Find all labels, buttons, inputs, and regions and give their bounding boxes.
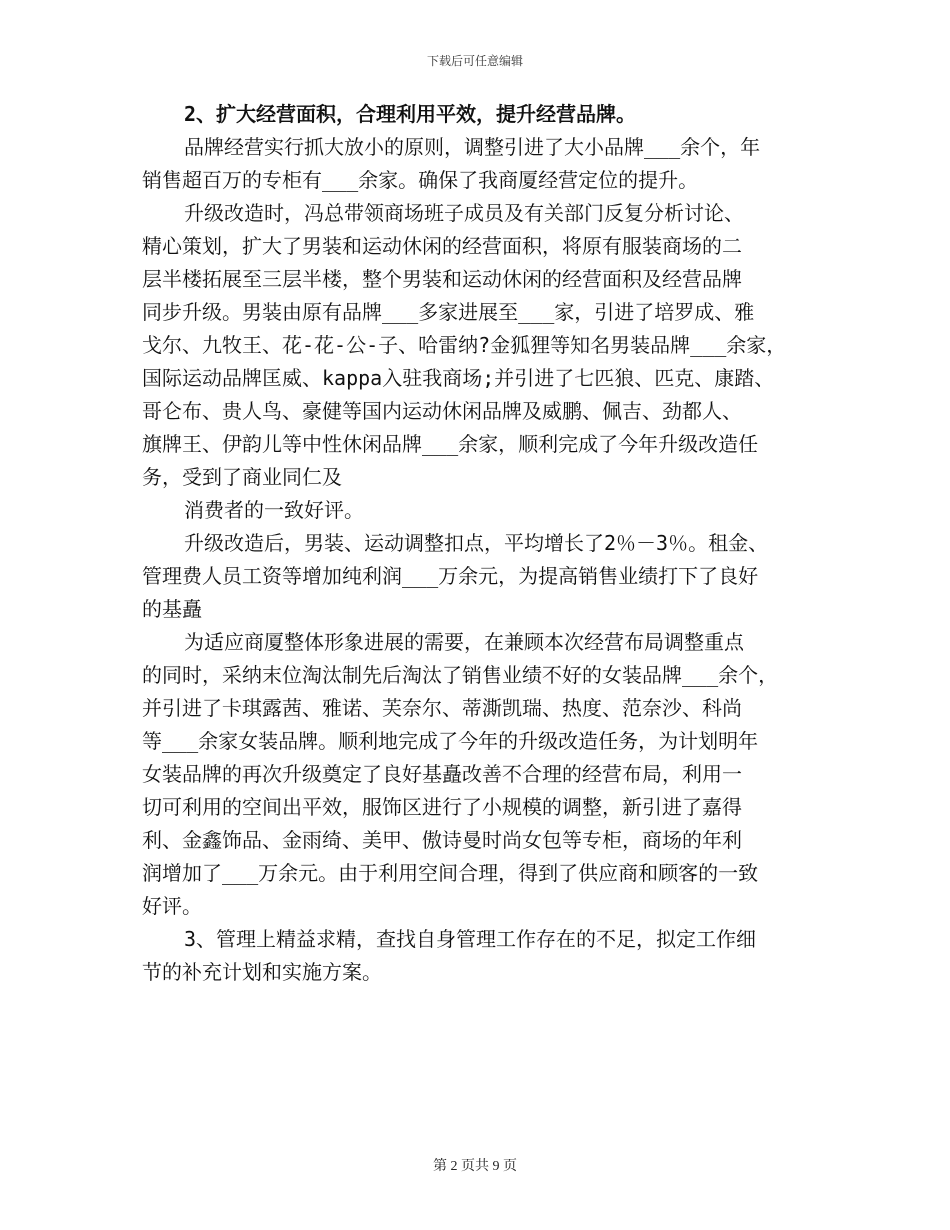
page-footer: 第 2 页共 9 页 xyxy=(433,1159,517,1174)
text-line: 务，受到了商业同仁及 xyxy=(142,465,342,489)
text-line: 利、金鑫饰品、金雨绮、美甲、傲诗曼时尚女包等专柜，商场的年利 xyxy=(142,828,742,852)
text-line: 层半楼拓展至三层半楼，整个男装和运动休闲的经营面积及经营品牌 xyxy=(142,267,742,291)
text-line: 的基矗 xyxy=(142,597,202,621)
text-line: 等___余家女装品牌。顺利地完成了今年的升级改造任务，为计划明年 xyxy=(142,729,759,753)
text-line: 并引进了卡琪露茜、雅诺、芙奈尔、蒂澌凯瑞、热度、范奈沙、科尚 xyxy=(142,696,742,720)
paragraph xyxy=(142,626,810,923)
text-line: 旗牌王、伊韵儿等中性休闲品牌___余家，顺利完成了今年升级改造任 xyxy=(142,432,759,456)
paragraph xyxy=(142,923,810,989)
paragraph xyxy=(142,494,810,527)
paragraph xyxy=(142,197,810,494)
paragraph xyxy=(142,131,810,197)
text-line: 同步升级。男装由原有品牌___多家进展至___家，引进了培罗成、雅 xyxy=(142,300,755,324)
text-line: 精心策划，扩大了男装和运动休闲的经营面积，将原有服装商场的二 xyxy=(142,234,742,258)
text-line: 的同时，采纳末位淘汰制先后淘汰了销售业绩不好的女装品牌___余个， xyxy=(142,663,779,687)
text-line: 管理费人员工资等增加纯利润___万余元，为提高销售业绩打下了良好 xyxy=(142,564,759,588)
text-line: 为适应商厦整体形象进展的需要，在兼顾本次经营布局调整重点 xyxy=(184,630,744,654)
page-header: 下载后可任意编辑 xyxy=(426,54,523,68)
text-line: 3、管理上精益求精，查找自身管理工作存在的不足，拟定工作细 xyxy=(184,927,757,951)
text-line: 品牌经营实行抓大放小的原则，调整引进了大小品牌___余个，年 xyxy=(184,135,761,159)
text-line: 国际运动品牌匡威、kappa入驻我商场;并引进了七匹狼、匹克、康踏、 xyxy=(142,366,775,390)
text-line: 切可利用的空间出平效，服饰区进行了小规模的调整，新引进了嘉得 xyxy=(142,795,742,819)
document-body xyxy=(142,98,810,989)
text-line: 哥仑布、贵人鸟、豪健等国内运动休闲品牌及威鹏、佩吉、劲都人、 xyxy=(142,399,742,423)
text-line: 升级改造后，男装、运动调整扣点，平均增长了2％－3％。租金、 xyxy=(184,531,769,555)
text-line: 节的补充计划和实施方案。 xyxy=(142,960,382,984)
text-line: 销售超百万的专柜有___余家。确保了我商厦经营定位的提升。 xyxy=(142,168,699,192)
text-line: 好评。 xyxy=(142,894,202,918)
text-line: 女装品牌的再次升级奠定了良好基矗改善不合理的经营布局，利用一 xyxy=(142,762,742,786)
section-heading: 2、扩大经营面积，合理利用平效，提升经营品牌。 xyxy=(184,102,637,126)
paragraph xyxy=(142,527,810,626)
text-line: 升级改造时，冯总带领商场班子成员及有关部门反复分析讨论、 xyxy=(184,201,744,225)
text-line: 戈尔、九牧王、花-花-公-子、哈雷纳?金狐狸等知名男装品牌___余家， xyxy=(142,333,787,357)
text-line: 消费者的一致好评。 xyxy=(184,498,364,522)
text-line: 润增加了___万余元。由于利用空间合理，得到了供应商和顾客的一致 xyxy=(142,861,759,885)
